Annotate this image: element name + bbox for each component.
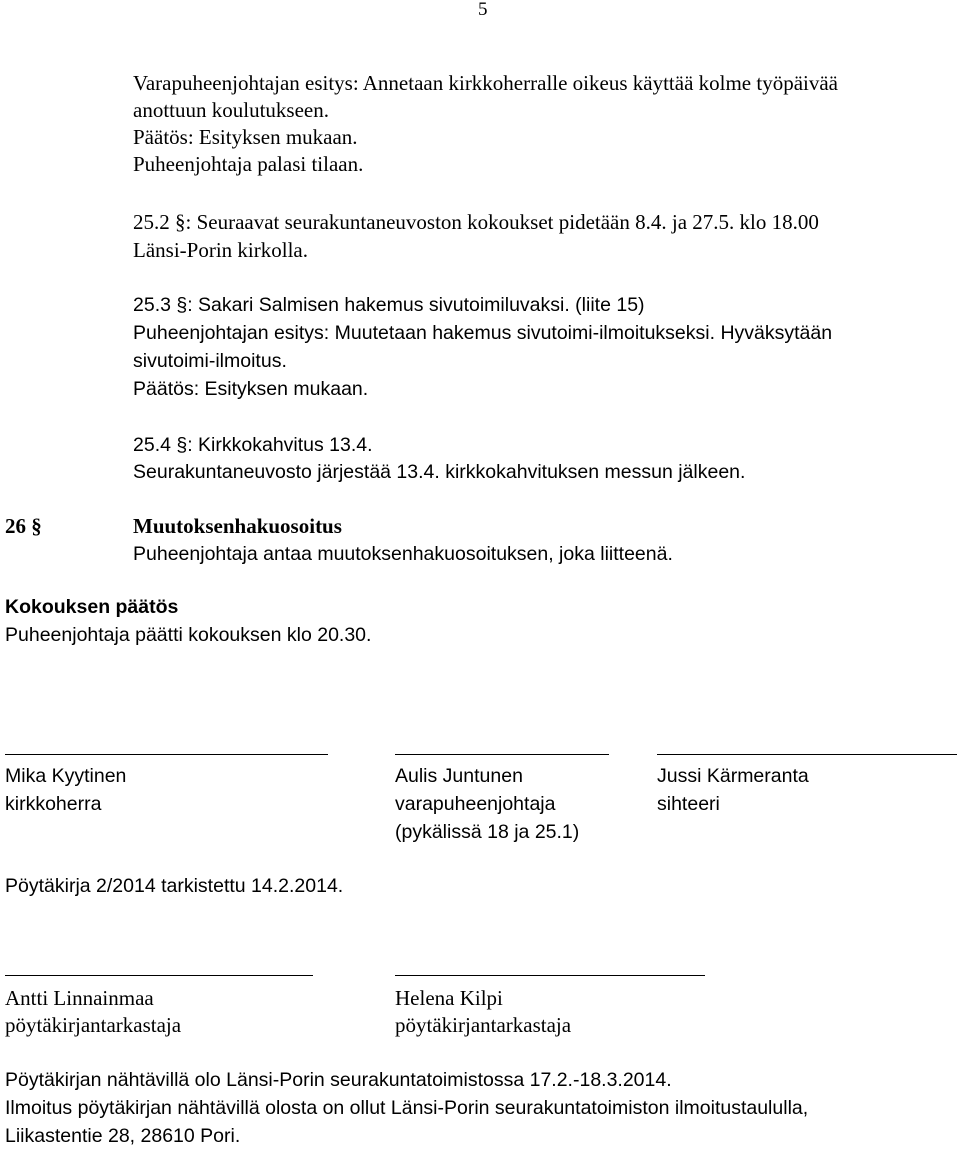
signer-2-note: (pykälissä 18 ja 25.1)	[395, 821, 580, 843]
reviewer-1-role: pöytäkirjantarkastaja	[5, 1013, 182, 1037]
item-25-3-line-3: sivutoimi-ilmoitus.	[133, 350, 287, 372]
signer-1-role: kirkkoherra	[5, 793, 102, 815]
signer-1-name: Mika Kyytinen	[5, 765, 127, 787]
item-25-4-line-2: Seurakuntaneuvosto järjestää 13.4. kirkkokahvituksen messun jälkeen.	[133, 461, 746, 483]
reviewer-2-name: Helena Kilpi	[395, 986, 503, 1010]
footer-line-3: Liikastentie 28, 28610 Pori.	[5, 1125, 241, 1147]
footer-line-2: Ilmoitus pöytäkirjan nähtävillä olosta on ollut Länsi-Porin seurakuntatoimiston ilmoitustaululla,	[5, 1097, 809, 1119]
item-25-2-line-2: Länsi-Porin kirkolla.	[133, 238, 308, 262]
reviewer-1-name: Antti Linnainmaa	[5, 986, 154, 1010]
signer-3-role: sihteeri	[657, 793, 720, 815]
section-26-text: Puheenjohtaja antaa muutoksenhakuosoituksen, joka liitteenä.	[133, 543, 673, 565]
signature-line-reviewer-2	[395, 975, 705, 976]
section-26-number: 26 §	[5, 514, 42, 538]
signer-2-role: varapuheenjohtaja	[395, 793, 556, 815]
signer-3-name: Jussi Kärmeranta	[657, 765, 809, 787]
closing-text: Puheenjohtaja päätti kokouksen klo 20.30.	[5, 624, 372, 646]
section-26-title: Muutoksenhakuosoitus	[133, 514, 342, 538]
item-25-2-line-1: 25.2 §: Seuraavat seurakuntaneuvoston kokoukset pidetään 8.4. ja 27.5. klo 18.00	[133, 210, 819, 234]
item-25-3-line-1: 25.3 §: Sakari Salmisen hakemus sivutoimiluvaksi. (liite 15)	[133, 294, 645, 316]
signature-line-secretary	[657, 754, 957, 755]
signature-line-chair	[5, 754, 328, 755]
footer-line-1: Pöytäkirjan nähtävillä olo Länsi-Porin seurakuntatoimistossa 17.2.-18.3.2014.	[5, 1069, 672, 1091]
chair-returned-line: Puheenjohtaja palasi tilaan.	[133, 152, 364, 176]
decision-line: Päätös: Esityksen mukaan.	[133, 125, 358, 149]
signer-2-name: Aulis Juntunen	[395, 765, 523, 787]
item-25-3-line-2: Puheenjohtajan esitys: Muutetaan hakemus sivutoimi-ilmoitukseksi. Hyväksytään	[133, 322, 833, 344]
page-number: 5	[478, 0, 488, 20]
review-line: Pöytäkirja 2/2014 tarkistettu 14.2.2014.	[5, 875, 344, 897]
signature-line-reviewer-1	[5, 975, 313, 976]
item-25-3-decision: Päätös: Esityksen mukaan.	[133, 378, 369, 400]
proposal-line-2: anottuun koulutukseen.	[133, 98, 329, 122]
signature-line-vice-chair	[395, 754, 609, 755]
proposal-line-1: Varapuheenjohtajan esitys: Annetaan kirkkoherralle oikeus käyttää kolme työpäivää	[133, 71, 839, 95]
reviewer-2-role: pöytäkirjantarkastaja	[395, 1013, 572, 1037]
item-25-4-line-1: 25.4 §: Kirkkokahvitus 13.4.	[133, 434, 373, 456]
closing-heading: Kokouksen päätös	[5, 596, 179, 618]
